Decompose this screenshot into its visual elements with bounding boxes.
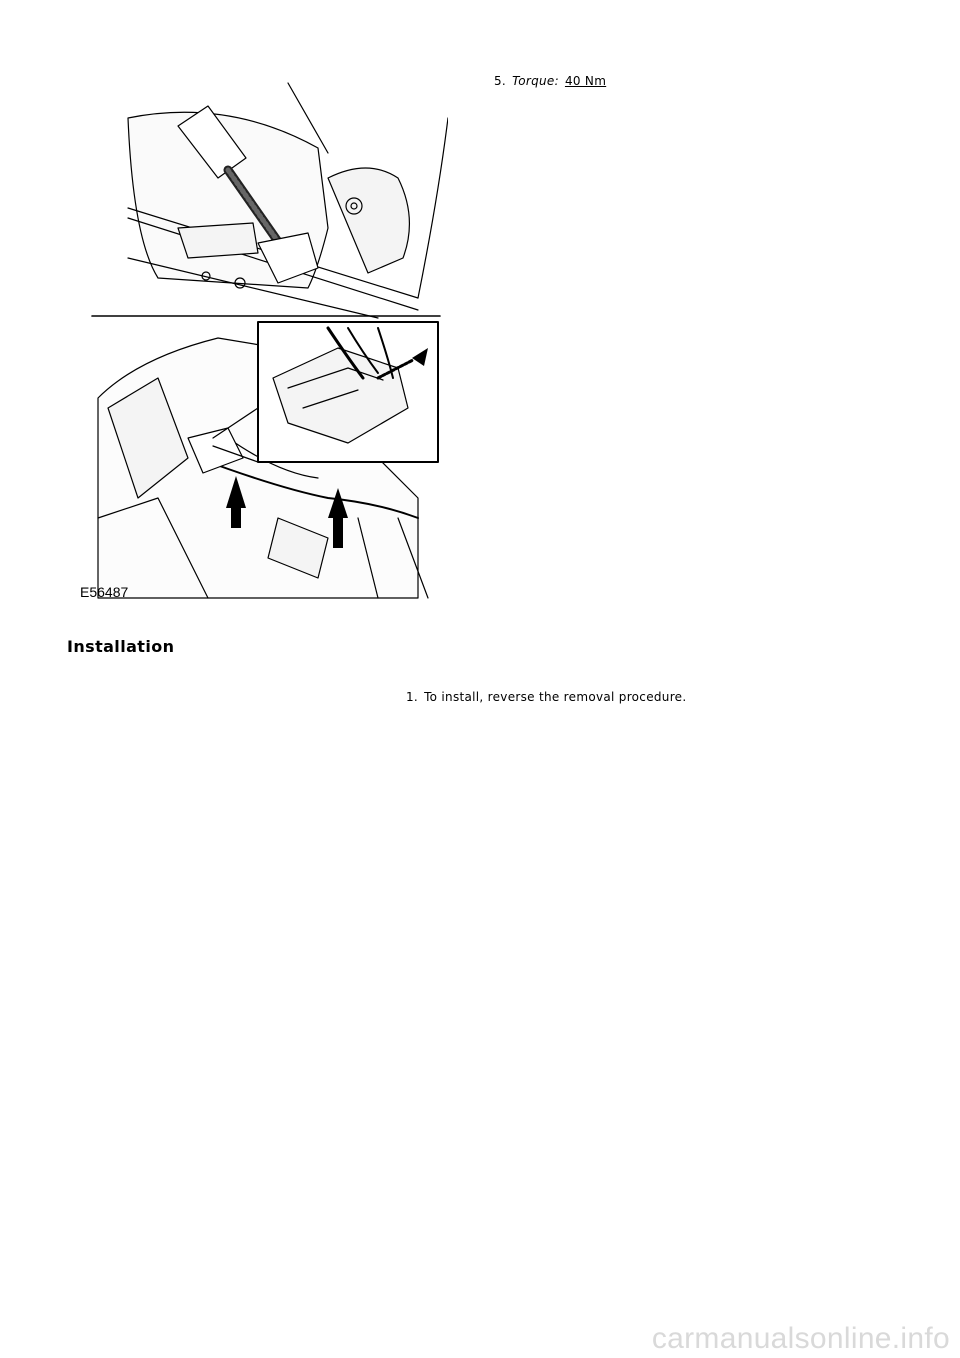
seat-illustration (78, 78, 448, 602)
torque-label: Torque: (512, 74, 559, 88)
figure-id: E56487 (80, 584, 129, 600)
seat-belt-buckle-figure (78, 78, 448, 602)
torque-step (494, 74, 606, 88)
step-text: To install, reverse the removal procedure. (424, 690, 687, 704)
watermark: carmanualsonline.info (651, 1322, 950, 1355)
step-number: 1. (406, 690, 419, 704)
installation-step (406, 690, 686, 704)
torque-value-link[interactable]: 40 Nm (564, 74, 607, 88)
step-number: 5. (494, 74, 507, 88)
section-heading: Installation (67, 637, 175, 656)
